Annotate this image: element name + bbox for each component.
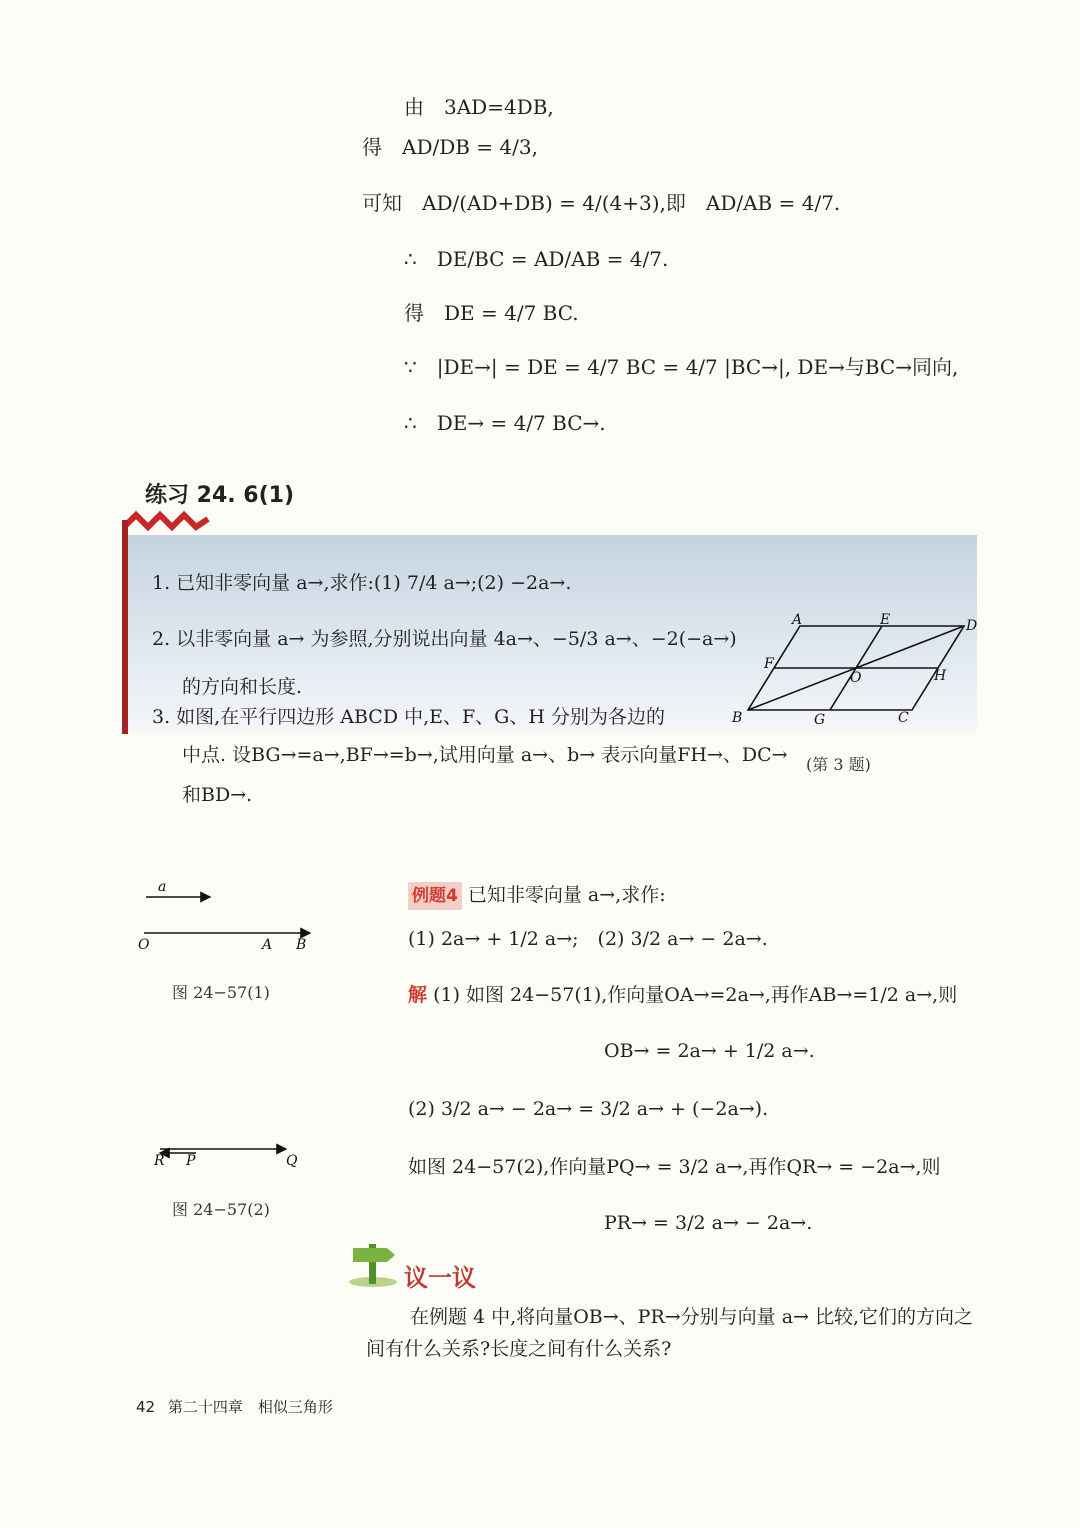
solution-2-result: PR→ = 3/2 a→ − 2a→. (604, 1212, 813, 1234)
fig1-label-A: A (262, 937, 273, 953)
solution-label: 解 (408, 984, 428, 1006)
label-O: O (850, 670, 862, 686)
label-G: G (814, 712, 826, 728)
solution-part-1 (408, 982, 957, 1008)
fig2-label-P: P (186, 1153, 196, 1169)
chapter-title: 第二十四章 相似三角形 (167, 1398, 333, 1416)
derivation-line-4: ∴ DE/BC = AD/AB = 4/7. (404, 247, 669, 271)
solution-1-text: (1) 如图 24−57(1),作向量OA→=2a→,再作AB→=1/2 a→,则 (433, 984, 958, 1006)
exercise-title: 练习 24. 6(1) (145, 483, 295, 508)
exercise-sidebar-bar (122, 520, 128, 734)
label-E: E (880, 612, 891, 628)
discuss-text-line2: 间有什么关系?长度之间有什么关系? (366, 1338, 672, 1360)
figure-3-caption: (第 3 题) (806, 755, 871, 774)
figure-24-57-2-caption: 图 24−57(2) (172, 1200, 270, 1219)
exercise-q3-line2: 中点. 设BG→=a→,BF→=b→,试用向量 a→、b→ 表示向量FH→、DC→ (182, 744, 788, 766)
fig2-label-R: R (154, 1153, 165, 1169)
figure-24-57-2 (140, 1135, 320, 1175)
zigzag-decoration (120, 505, 220, 535)
label-F: F (764, 656, 774, 672)
solution-part-2-construct: 如图 24−57(2),作向量PQ→ = 3/2 a→,再作QR→ = −2a→,则 (408, 1156, 941, 1178)
derivation-line-6: ∵ |DE→| = DE = 4/7 BC = 4/7 |BC→|, DE→与BC→同向, (404, 355, 959, 379)
solution-part-2: (2) 3/2 a→ − 2a→ = 3/2 a→ + (−2a→). (408, 1098, 769, 1120)
derivation-line-2: 得 AD/DB = 4/3, (362, 135, 538, 159)
derivation-line-5: 得 DE = 4/7 BC. (404, 301, 579, 325)
figure-24-57-1 (130, 875, 330, 955)
exercise-q3-line1: 3. 如图,在平行四边形 ABCD 中,E、F、G、H 分别为各边的 (152, 706, 665, 728)
derivation-line-7: ∴ DE→ = 4/7 BC→. (404, 411, 606, 435)
exercise-q2-line2: 的方向和长度. (182, 676, 303, 698)
fig2-label-Q: Q (286, 1153, 298, 1169)
fig1-label-B: B (296, 937, 307, 953)
example-badge: 例题4 (408, 882, 462, 910)
example-4-statement (408, 882, 666, 910)
label-A: A (792, 612, 803, 628)
figure-24-57-1-caption: 图 24−57(1) (172, 983, 270, 1002)
label-D: D (966, 618, 978, 634)
label-B: B (732, 710, 743, 726)
exercise-q1: 1. 已知非零向量 a→,求作:(1) 7/4 a→;(2) −2a→. (152, 572, 572, 594)
example-stmt: 已知非零向量 a→,求作: (467, 884, 666, 906)
exercise-q3-line3: 和BD→. (182, 784, 253, 806)
fig1-vector-a-label: a (158, 879, 167, 895)
solution-1-result: OB→ = 2a→ + 1/2 a→. (604, 1040, 815, 1062)
label-C: C (898, 710, 909, 726)
discuss-text-line1: 在例题 4 中,将向量OB→、PR→分别与向量 a→ 比较,它们的方向之 (410, 1306, 974, 1328)
example-parts: (1) 2a→ + 1/2 a→; (2) 3/2 a→ − 2a→. (408, 928, 768, 950)
signpost-icon (345, 1238, 403, 1290)
exercise-q2-line1: 2. 以非零向量 a→ 为参照,分别说出向量 4a→、−5/3 a→、−2(−a→) (152, 628, 737, 650)
page-footer (136, 1396, 333, 1417)
derivation-line-1: 由 3AD=4DB, (404, 95, 554, 119)
page-number: 42 (136, 1398, 156, 1416)
derivation-line-3: 可知 AD/(AD+DB) = 4/(4+3),即 AD/AB = 4/7. (362, 191, 841, 215)
label-H: H (934, 668, 947, 684)
discuss-title: 议一议 (404, 1264, 476, 1292)
fig1-label-O: O (138, 937, 150, 953)
parallelogram-figure (728, 610, 988, 730)
